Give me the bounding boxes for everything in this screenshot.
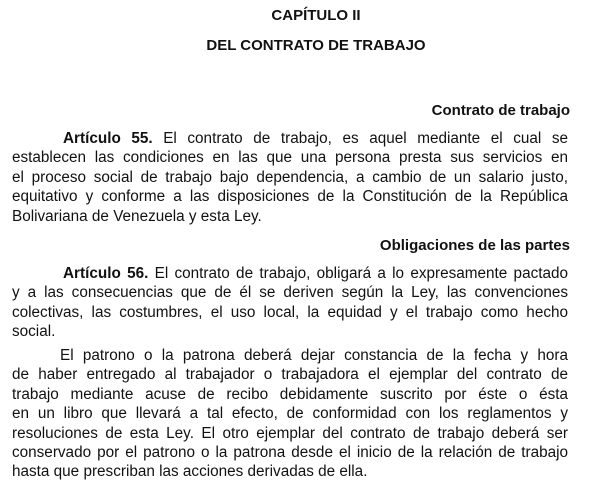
- paragraph-line: colectivas, las costumbres, el uso local, la equidad y el trabajo como hecho: [12, 303, 568, 321]
- paragraph-line: Artículo 56. El contrato de trabajo, obligará a lo expresamente pactado: [63, 265, 568, 282]
- paragraph-line: social.: [12, 323, 56, 341]
- paragraph-line: de haber entregado al trabajador o trabajadora el ejemplar del contrato de: [12, 366, 568, 384]
- chapter-subtitle: DEL CONTRATO DE TRABAJO: [206, 37, 426, 54]
- section-heading-contrato: Contrato de trabajo: [431, 102, 570, 119]
- paragraph-line: Artículo 55. El contrato de trabajo, es aquel mediante el cual se: [63, 130, 568, 147]
- article-label: Artículo 56.: [63, 265, 149, 282]
- article-label: Artículo 55.: [63, 130, 153, 147]
- paragraph-line: el proceso social de trabajo bajo dependencia, a cambio de un salario justo,: [12, 168, 568, 186]
- paragraph-line: conservado por el patrono o la patrona desde el inicio de la relación de trabajo: [12, 444, 568, 462]
- article-56-paragraph: [12, 264, 568, 342]
- paragraph-line: resoluciones de esta Ley. El otro ejemplar del contrato de trabajo deberá ser: [12, 424, 568, 442]
- article-56-second-paragraph: [12, 346, 568, 482]
- paragraph-line: hasta que prescriban las acciones derivadas de ella.: [12, 463, 368, 481]
- paragraph-line: Bolivariana de Venezuela y esta Ley.: [12, 207, 262, 225]
- paragraph-line: El patrono o la patrona deberá dejar constancia de la fecha y hora: [60, 347, 568, 364]
- paragraph-line: equitativo y conforme a las disposiciones de la Constitución de la República: [12, 188, 568, 206]
- chapter-title: CAPÍTULO II: [271, 7, 361, 24]
- section-heading-obligaciones: Obligaciones de las partes: [379, 237, 570, 254]
- paragraph-line: establecen las condiciones en las que una persona presta sus servicios en: [12, 149, 568, 167]
- paragraph-line: en un libro que llevará a tal efecto, de conformidad con los reglamentos y: [12, 405, 568, 423]
- article-55-paragraph: [12, 129, 568, 226]
- paragraph-line: trabajo mediante acuse de recibo debidamente suscrito por éste o ésta: [12, 385, 568, 403]
- paragraph-line: y a las consecuencias que de él se deriven según la Ley, las convenciones: [12, 284, 568, 302]
